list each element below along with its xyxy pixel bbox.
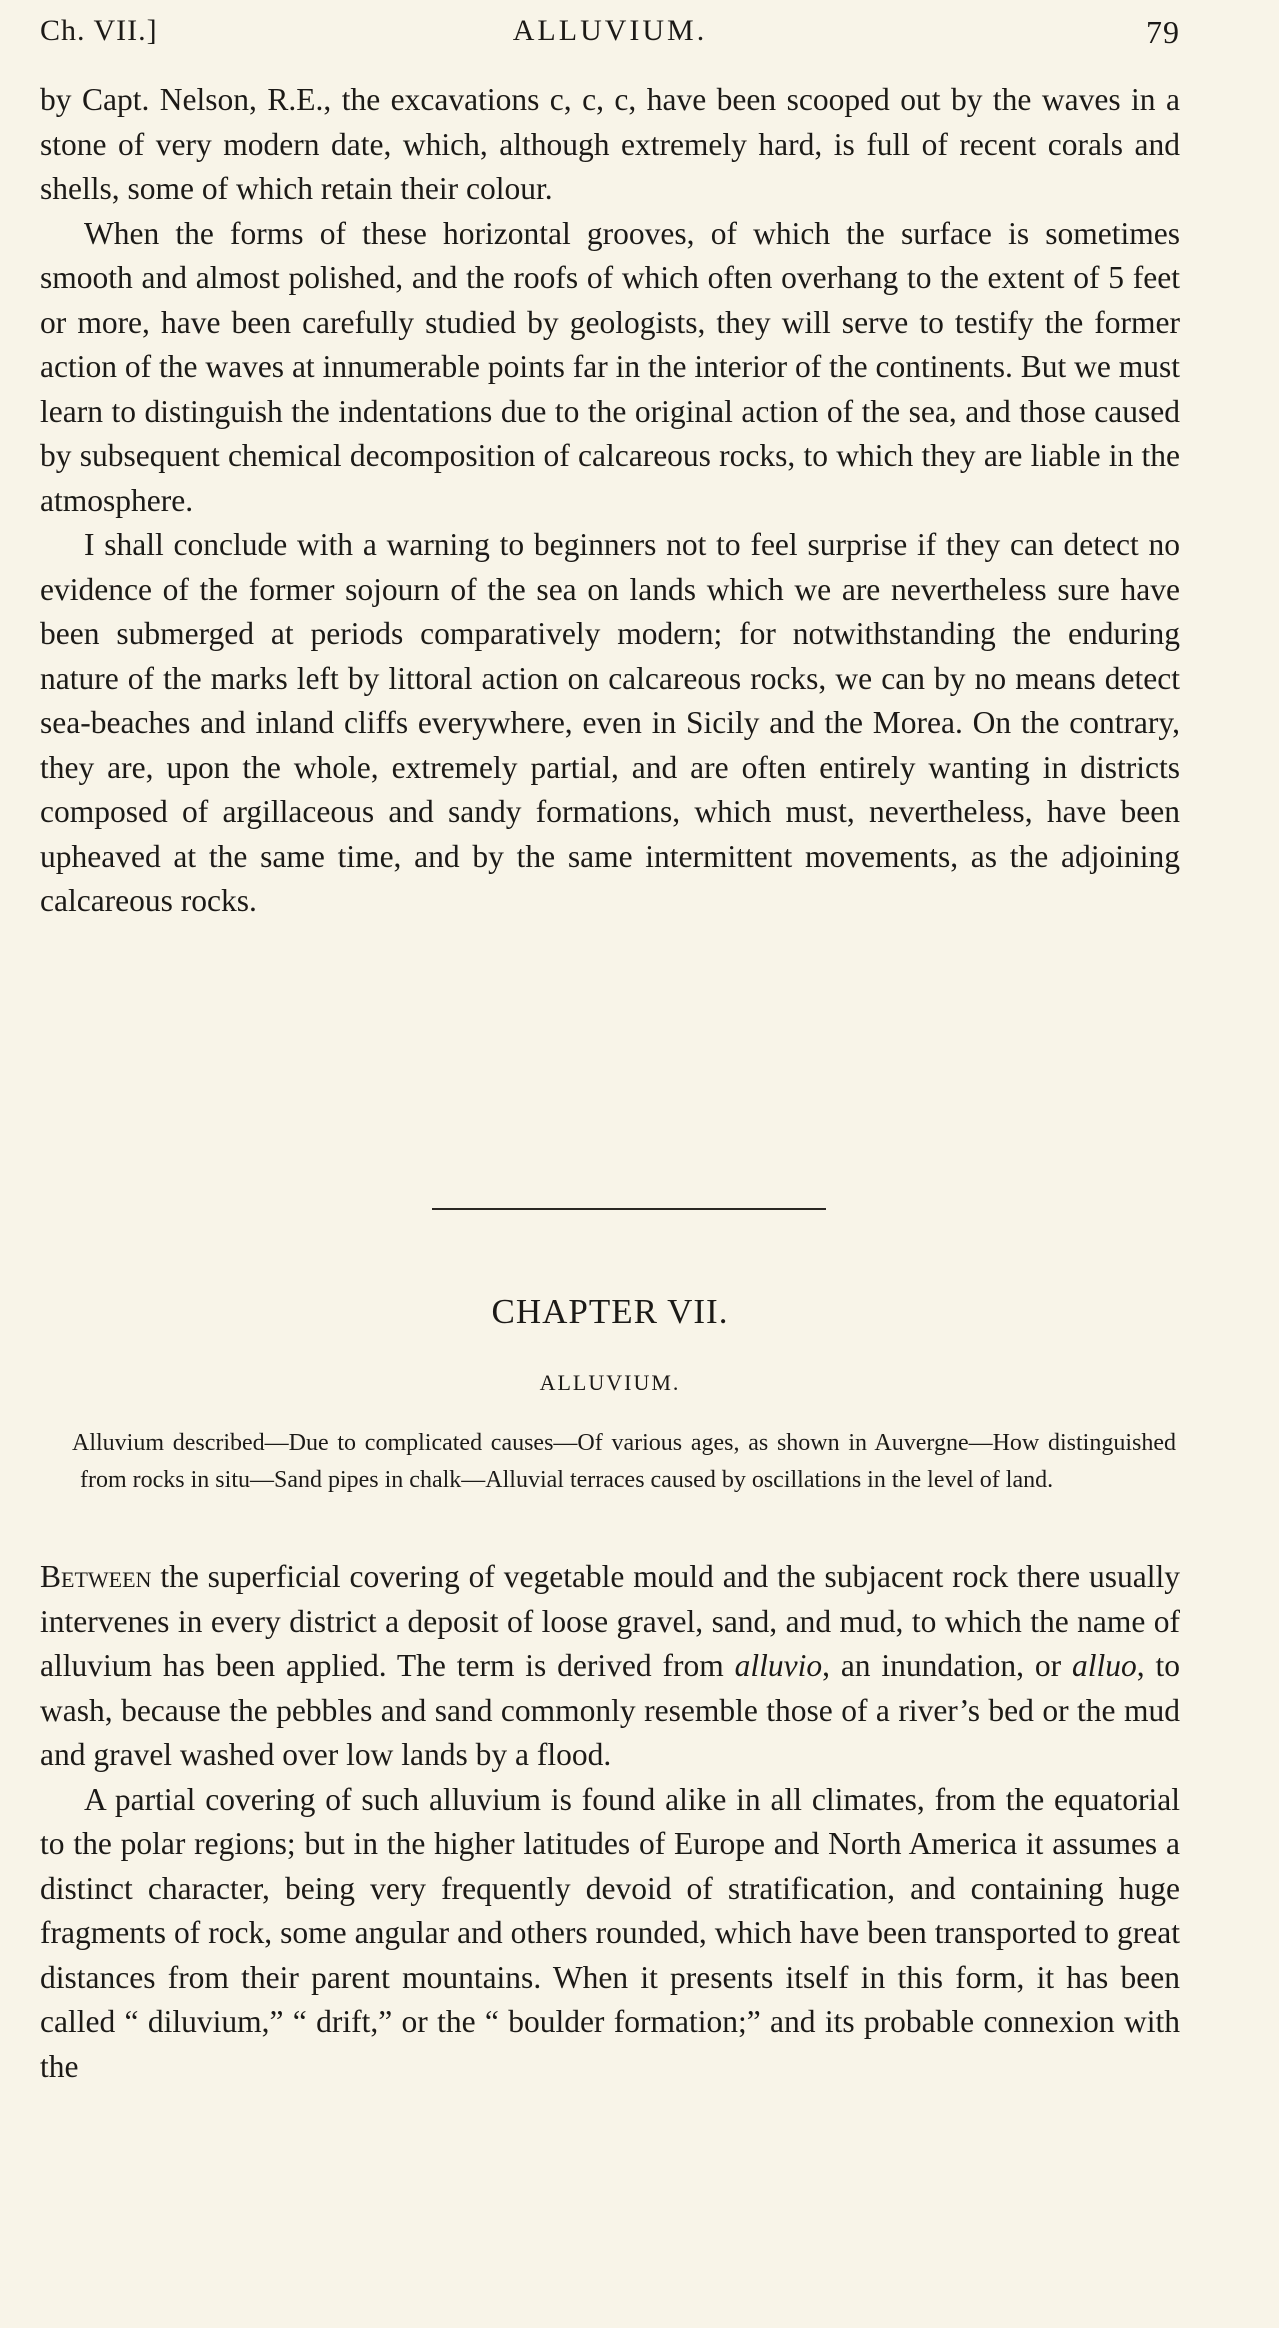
- text-block-top: [40, 78, 1180, 924]
- paragraph-text: the superficial covering of vegetable mould and the subjacent rock there usually intervenes in every district a deposit of loose gravel, sand, and mud, to which the name of alluvium has been applied. The term is derived from: [40, 1559, 1180, 1683]
- page-number: 79: [1146, 14, 1180, 50]
- section-divider: [432, 1208, 826, 1210]
- paragraph-lead-word: Between: [40, 1559, 152, 1594]
- text-block-bottom: [40, 1555, 1180, 2089]
- paragraph: by Capt. Nelson, R.E., the excavations c, c, c, have been scooped out by the waves in a stone of very modern date, which, although extremely hard, is full of recent corals and shells, some of which retain their colour.: [40, 82, 1180, 206]
- chapter-title: CHAPTER VII.: [491, 1292, 729, 1331]
- running-head: [40, 14, 1180, 56]
- paragraph-text: , an inundation, or: [822, 1648, 1072, 1683]
- running-head-chapter: Ch. VII.]: [40, 14, 158, 47]
- chapter-synopsis: Alluvium described—Due to complicated causes—Of various ages, as shown in Auvergne—How distinguished from rocks in situ—Sand pipes in chalk—Alluvial terraces caused by oscillations in the level of land.: [72, 1430, 1176, 1493]
- paragraph: I shall conclude with a warning to beginners not to feel surprise if they can detect no evidence of the former sojourn of the sea on lands which we are nevertheless sure have been submerged at periods comparatively modern; for notwithstanding the enduring nature of the marks left by littoral action on calcareous rocks, we can by no means detect sea-beaches and inland cliffs everywhere, even in Sicily and the Morea. On the contrary, they are, upon the whole, extremely partial, and are often entirely wanting in districts composed of argillaceous and sandy formations, which must, nevertheless, have been upheaved at the same time, and by the same intermittent movements, as the adjoining calcareous rocks.: [40, 527, 1180, 918]
- paragraph: A partial covering of such alluvium is found alike in all climates, from the equatorial to the polar regions; but in the higher latitudes of Europe and North America it assumes a distinct character, being very frequently devoid of stratification, and containing huge fragments of rock, some angular and others rounded, which have been transported to great distances from their parent mountains. When it presents itself in this form, it has been called “ diluvium,” “ drift,” or the “ boulder formation;” and its probable connexion with the: [40, 1781, 1180, 2084]
- running-head-title: ALLUVIUM.: [512, 14, 708, 47]
- chapter-subtitle: ALLUVIUM.: [539, 1370, 681, 1395]
- paragraph: [40, 1555, 1180, 1778]
- paragraph: When the forms of these horizontal grooves, of which the surface is sometimes smooth and almost polished, and the roofs of which often overhang to the extent of 5 feet or more, have been carefully studied by geologists, they will serve to testify the former action of the waves at innumerable points far in the interior of the continents. But we must learn to distinguish the indentations due to the original action of the sea, and those caused by subsequent chemical decomposition of calcareous rocks, to which they are liable in the atmosphere.: [40, 215, 1180, 518]
- latin-term: alluo: [1071, 1648, 1137, 1683]
- latin-term: alluvio: [734, 1648, 823, 1683]
- paragraph-text: , to wash, because the pebbles and sand commonly resemble those of a river’s bed or the mud and gravel washed over low lands by a flood.: [40, 1648, 1180, 1772]
